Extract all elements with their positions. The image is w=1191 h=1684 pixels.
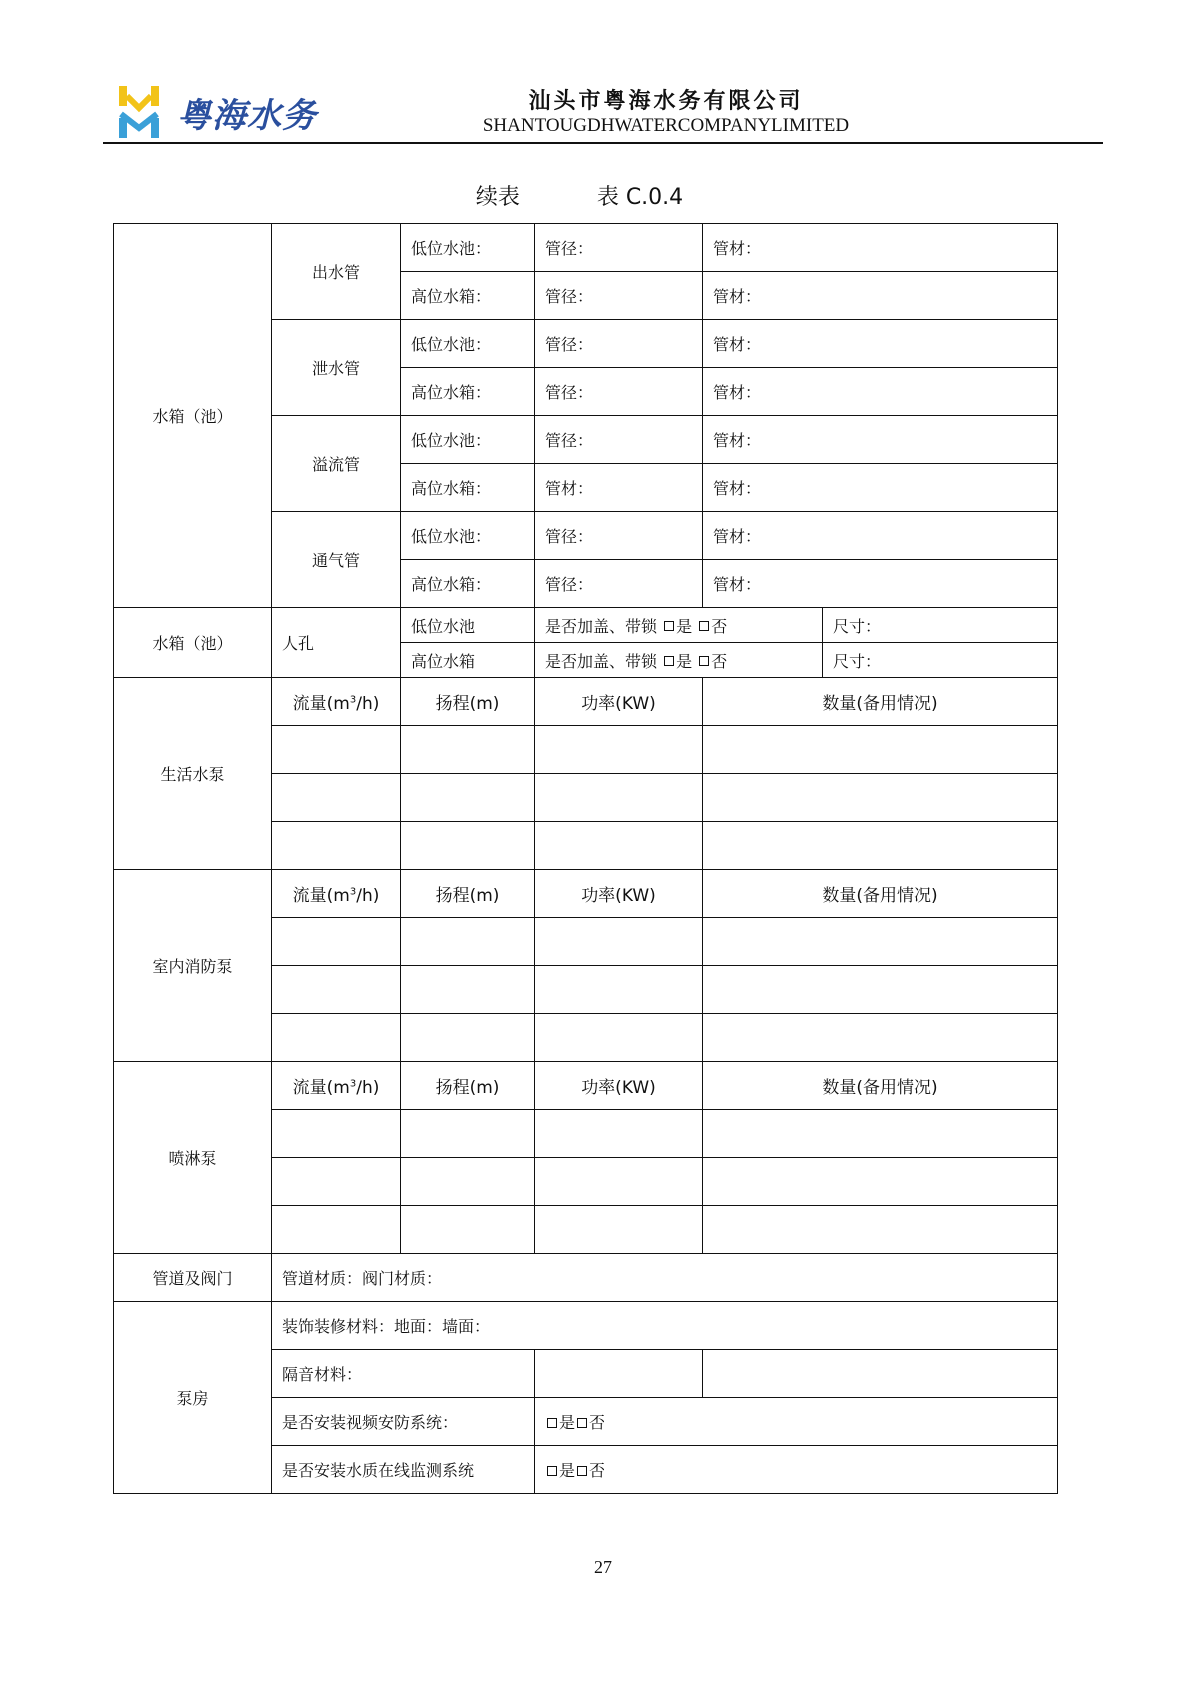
- size-field[interactable]: 尺寸：: [823, 643, 1058, 678]
- table-cell[interactable]: [703, 1206, 1058, 1254]
- field-label[interactable]: 管径：: [535, 512, 703, 560]
- quantity-header: 数量(备用情况): [703, 1062, 1058, 1110]
- yes-checkbox[interactable]: [664, 621, 674, 631]
- field-label[interactable]: 管材：: [703, 464, 1058, 512]
- company-name-english: SHANTOUGDHWATERCOMPANYLIMITED: [482, 115, 850, 136]
- flow-header: 流量$(m^3/h)$: [272, 1062, 401, 1110]
- table-cell[interactable]: [401, 1110, 535, 1158]
- table-number: 表 C.0.4: [596, 185, 684, 210]
- equipment-form-table: [113, 223, 1058, 1494]
- table-cell[interactable]: [535, 774, 703, 822]
- field-label[interactable]: 管材：: [703, 224, 1058, 272]
- head-header: 扬程(m): [401, 870, 535, 918]
- table-cell[interactable]: [272, 966, 401, 1014]
- no-label: 否: [711, 616, 728, 636]
- field-label[interactable]: 管径：: [535, 368, 703, 416]
- no-label: 否: [711, 651, 728, 671]
- question-text: 是否加盖、带锁: [545, 651, 658, 671]
- table-cell[interactable]: [703, 774, 1058, 822]
- yes-label: 是: [559, 1461, 576, 1480]
- pipes-valves-field[interactable]: 管道材质：阀门材质：: [272, 1254, 1058, 1302]
- table-cell[interactable]: [401, 726, 535, 774]
- table-cell[interactable]: [535, 918, 703, 966]
- table-cell[interactable]: [703, 966, 1058, 1014]
- tank-section-label: 水箱（池）: [114, 224, 272, 608]
- field-label[interactable]: 管径：: [535, 224, 703, 272]
- table-cell[interactable]: [535, 1206, 703, 1254]
- sound-insulation-field[interactable]: 隔音材料：: [272, 1350, 535, 1398]
- yes-label: 是: [676, 616, 693, 636]
- field-label[interactable]: 管径：: [535, 272, 703, 320]
- size-field[interactable]: 尺寸：: [823, 608, 1058, 643]
- yes-checkbox[interactable]: [664, 656, 674, 666]
- table-cell[interactable]: [401, 1158, 535, 1206]
- table-cell[interactable]: [401, 822, 535, 870]
- pipe-group-name: 泄水管: [272, 320, 401, 416]
- no-checkbox[interactable]: [699, 656, 709, 666]
- pipes-valves-label: 管道及阀门: [114, 1254, 272, 1302]
- field-label[interactable]: 管材：: [703, 512, 1058, 560]
- yes-checkbox[interactable]: [547, 1466, 557, 1476]
- quantity-header: 数量(备用情况): [703, 870, 1058, 918]
- pump-name: 室内消防泵: [114, 870, 272, 1062]
- table-cell[interactable]: [703, 1158, 1058, 1206]
- video-security-question: 是否安装视频安防系统：: [272, 1398, 535, 1446]
- yes-label: 是: [559, 1413, 576, 1432]
- table-cell[interactable]: [401, 1206, 535, 1254]
- location-label: 低位水池：: [401, 512, 535, 560]
- head-header: 扬程(m): [401, 1062, 535, 1110]
- field-label[interactable]: 管材：: [703, 368, 1058, 416]
- table-cell[interactable]: [703, 822, 1058, 870]
- table-cell[interactable]: [272, 918, 401, 966]
- table-cell[interactable]: [703, 726, 1058, 774]
- yes-label: 是: [676, 651, 693, 671]
- yes-checkbox[interactable]: [547, 1418, 557, 1428]
- water-quality-options: [535, 1446, 1058, 1494]
- pipe-group-name: 溢流管: [272, 416, 401, 512]
- yuehai-water-logo-icon: [117, 84, 161, 140]
- field-label[interactable]: 管径：: [535, 416, 703, 464]
- field-label[interactable]: 管材：: [703, 416, 1058, 464]
- table-cell[interactable]: [535, 1350, 703, 1398]
- table-cell[interactable]: [401, 918, 535, 966]
- pipe-group-name: 通气管: [272, 512, 401, 608]
- no-checkbox[interactable]: [577, 1466, 587, 1476]
- manhole-label: 人孔: [272, 608, 401, 678]
- location-label: 低位水池：: [401, 416, 535, 464]
- location-label: 低位水池: [401, 608, 535, 643]
- table-cell[interactable]: [703, 1110, 1058, 1158]
- power-header: 功率(KW): [535, 870, 703, 918]
- video-security-options: [535, 1398, 1058, 1446]
- location-label: 高位水箱: [401, 643, 535, 678]
- location-label: 高位水箱：: [401, 272, 535, 320]
- company-name-chinese: 汕头市粤海水务有限公司: [528, 89, 804, 114]
- table-cell[interactable]: [272, 1014, 401, 1062]
- table-cell[interactable]: [272, 726, 401, 774]
- lid-lock-question: [535, 608, 823, 643]
- table-cell[interactable]: [401, 966, 535, 1014]
- quantity-header: 数量(备用情况): [703, 678, 1058, 726]
- table-cell[interactable]: [535, 1014, 703, 1062]
- no-label: 否: [589, 1461, 606, 1480]
- continued-label: 续表: [475, 185, 520, 210]
- power-header: 功率(KW): [535, 1062, 703, 1110]
- page-number: 27: [594, 1557, 612, 1577]
- lid-lock-question: [535, 643, 823, 678]
- table-cell[interactable]: [535, 822, 703, 870]
- head-header: 扬程(m): [401, 678, 535, 726]
- question-text: 是否加盖、带锁: [545, 616, 658, 636]
- field-label[interactable]: 管径：: [535, 560, 703, 608]
- table-cell[interactable]: [272, 1158, 401, 1206]
- table-cell[interactable]: [703, 1014, 1058, 1062]
- location-label: 低位水池：: [401, 320, 535, 368]
- location-label: 高位水箱：: [401, 464, 535, 512]
- no-label: 否: [589, 1413, 606, 1432]
- table-cell[interactable]: [703, 918, 1058, 966]
- no-checkbox[interactable]: [577, 1418, 587, 1428]
- logo-text: 粤海水务: [177, 96, 317, 136]
- table-title: [103, 180, 1056, 211]
- field-label[interactable]: 管径：: [535, 320, 703, 368]
- letterhead: [103, 80, 1103, 144]
- no-checkbox[interactable]: [699, 621, 709, 631]
- pipe-group-name: 出水管: [272, 224, 401, 320]
- location-label: 高位水箱：: [401, 560, 535, 608]
- table-cell[interactable]: [401, 774, 535, 822]
- table-cell[interactable]: [535, 726, 703, 774]
- field-label[interactable]: 管材：: [703, 320, 1058, 368]
- header-divider: [103, 142, 1103, 144]
- pump-name: 生活水泵: [114, 678, 272, 870]
- table-cell[interactable]: [272, 822, 401, 870]
- table-cell[interactable]: [703, 1350, 1058, 1398]
- flow-header: 流量$(m^3/h)$: [272, 678, 401, 726]
- power-header: 功率(KW): [535, 678, 703, 726]
- table-cell[interactable]: [272, 1206, 401, 1254]
- location-label: 高位水箱：: [401, 368, 535, 416]
- flow-header: 流量$(m^3/h)$: [272, 870, 401, 918]
- table-cell[interactable]: [272, 1110, 401, 1158]
- pump-room-label: 泵房: [114, 1302, 272, 1494]
- table-cell[interactable]: [535, 966, 703, 1014]
- field-label[interactable]: 管材：: [703, 272, 1058, 320]
- table-cell[interactable]: [535, 1110, 703, 1158]
- manhole-section-label: 水箱（池）: [114, 608, 272, 678]
- location-label: 低位水池：: [401, 224, 535, 272]
- decoration-field[interactable]: 装饰装修材料：地面：墙面：: [272, 1302, 1058, 1350]
- field-label[interactable]: 管材：: [703, 560, 1058, 608]
- table-cell[interactable]: [401, 1014, 535, 1062]
- field-label[interactable]: 管材：: [535, 464, 703, 512]
- pump-name: 喷淋泵: [114, 1062, 272, 1254]
- water-quality-question: 是否安装水质在线监测系统: [272, 1446, 535, 1494]
- table-cell[interactable]: [272, 774, 401, 822]
- table-cell[interactable]: [535, 1158, 703, 1206]
